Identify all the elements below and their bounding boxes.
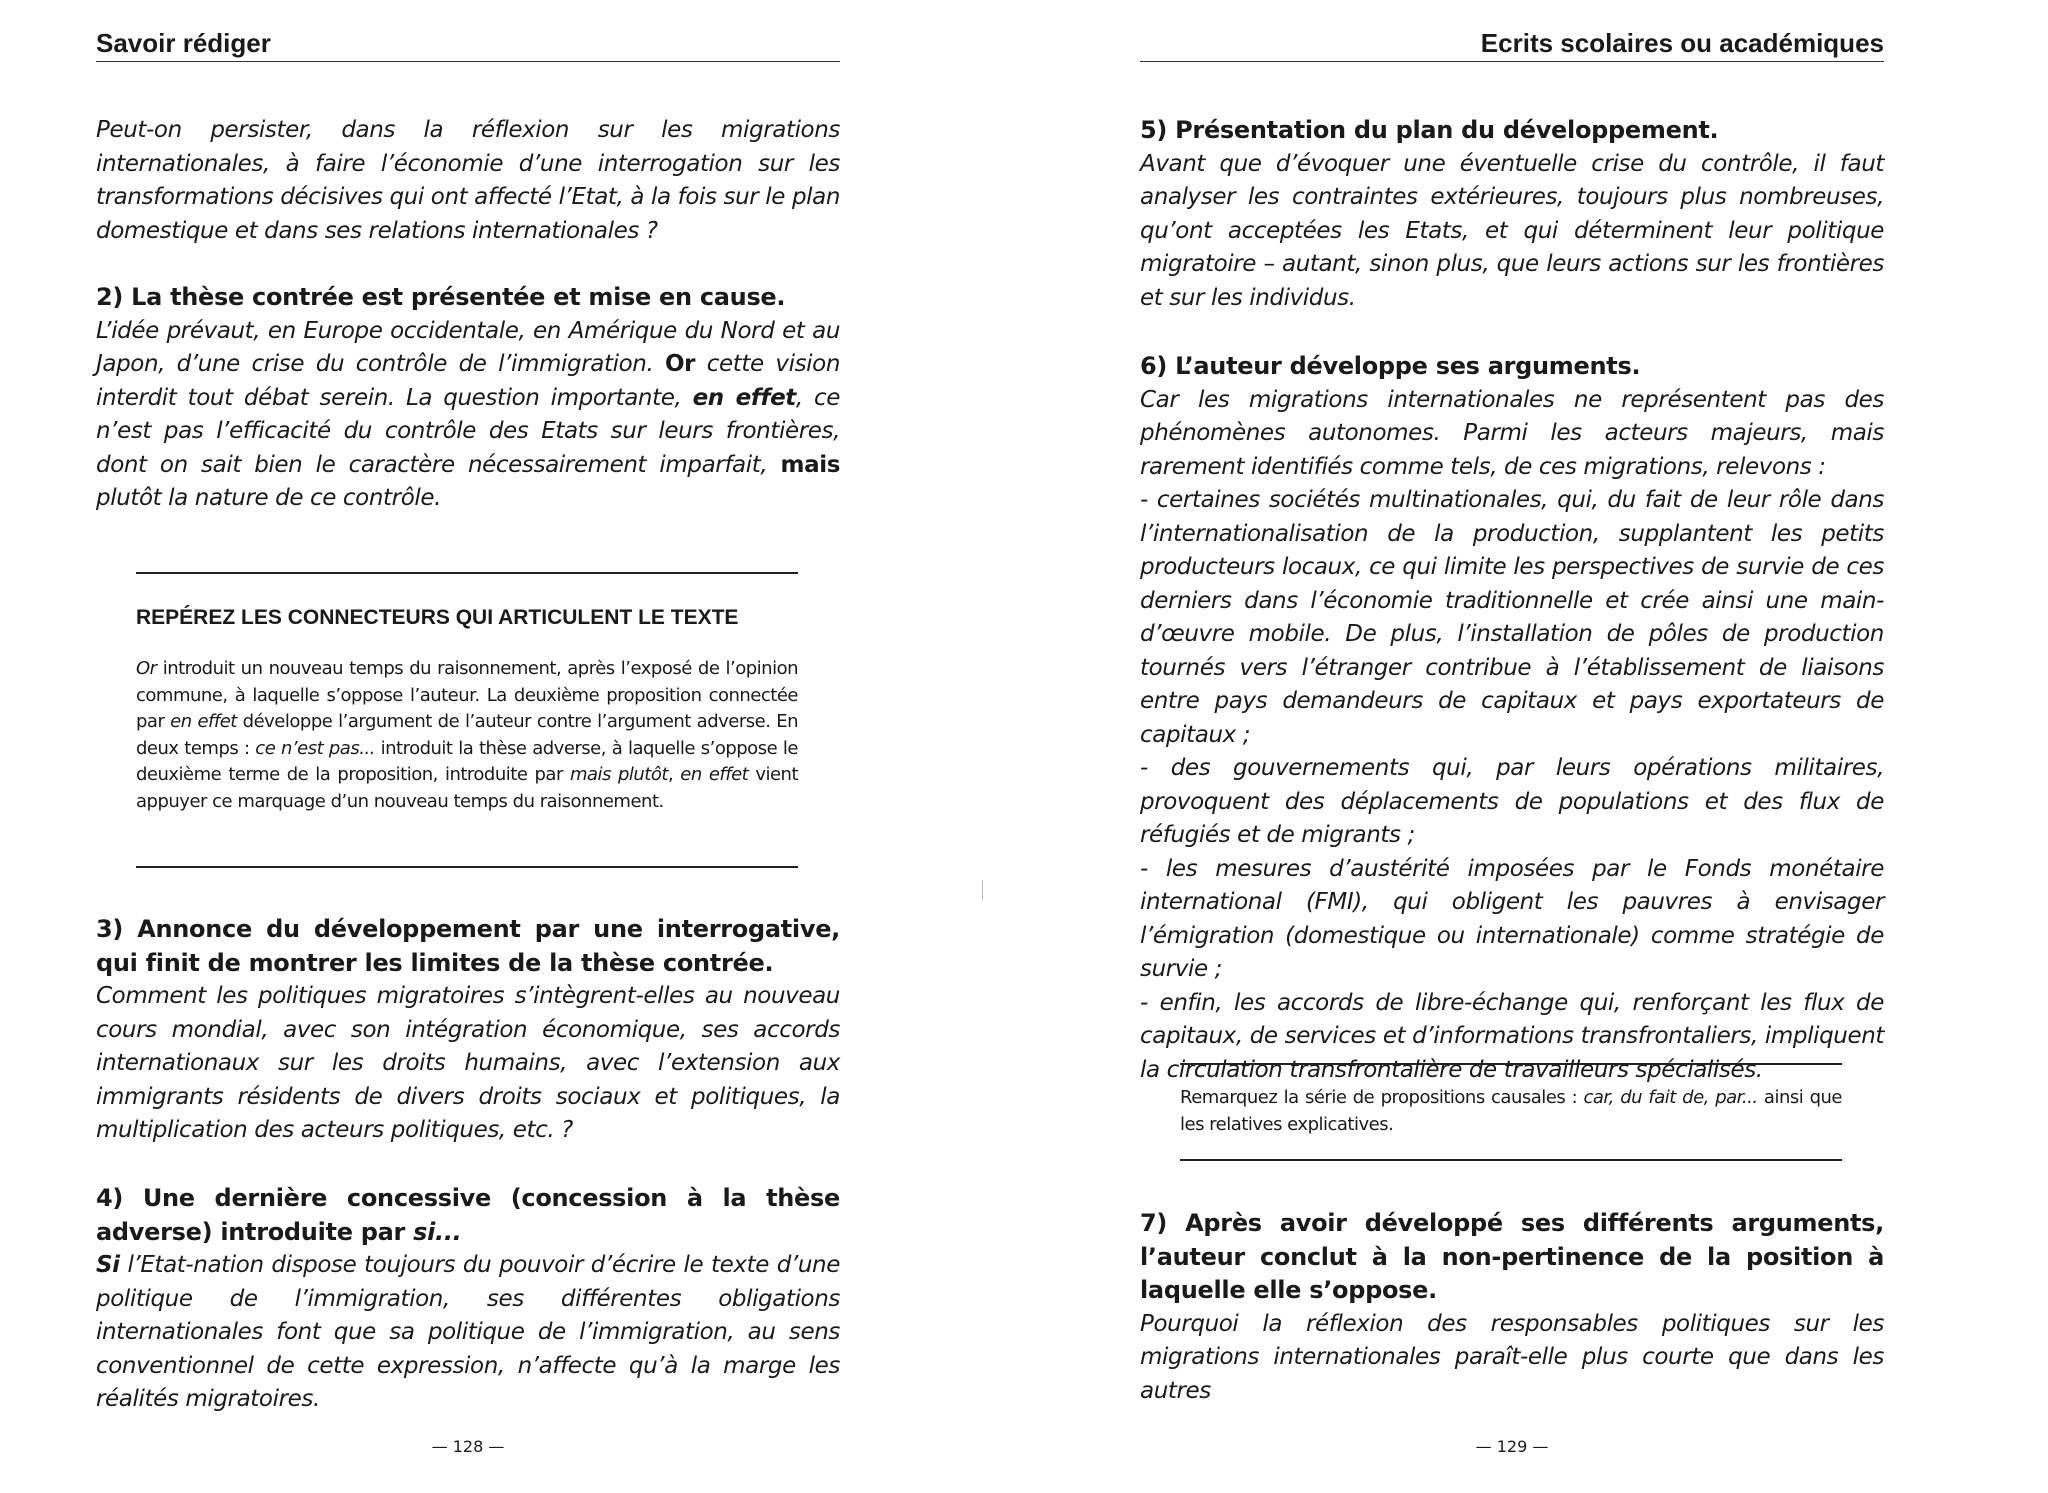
box-i-ce-nest-pas: ce n’est pas... xyxy=(255,737,375,759)
section-7-heading: 7) Après avoir développé ses différents arguments, l’auteur conclut à la non-pertinence de la position à laquelle elle s’oppose. xyxy=(1140,1209,1884,1304)
left-page xyxy=(96,0,840,1493)
causal-remark-text xyxy=(1180,1085,1842,1138)
section-7-text: Pourquoi la réflexion des responsables politiques sur les migrations internationales paraît-elle plus courte que dans les autres xyxy=(1140,1310,1884,1404)
connector-mais: mais xyxy=(780,451,840,478)
box-t4: , xyxy=(667,764,674,785)
running-head-right: Ecrits scolaires ou académiques xyxy=(1140,28,1884,62)
section-6-item-3: - les mesures d’austérité imposées par le Fonds monétaire international (FMI), qui obligent les pauvres à envisager l’émigration (domestique ou internationale) comme stratégie de survie ; xyxy=(1140,855,1884,982)
section-6-item-2: - des gouvernements qui, par leurs opérations militaires, provoquent des déplacements de populations et des flux de réfugiés et de migrants ; xyxy=(1140,755,1884,848)
remark-t1: Remarquez la série de propositions causales : xyxy=(1180,1087,1578,1108)
section-5-text: Avant que d’évoquer une éventuelle crise du contrôle, il faut analyser les contraintes extérieures, toujours plus nombreuses, qu’ont acceptées les Etats, et qui déterminent leur politique migratoire – autant, sinon plus, que leurs actions sur les frontières et sur les individus. xyxy=(1140,150,1884,311)
causal-remark-box xyxy=(1180,1063,1842,1161)
section-4 xyxy=(96,1182,840,1417)
box-i-en-effet-2: en effet xyxy=(680,764,749,785)
section-2 xyxy=(96,281,840,516)
section-2-text-a: L’idée prévaut, en Europe occidentale, en Amérique du Nord et au Japon, d’une crise du contrôle de l’immigration. xyxy=(96,317,840,377)
remark-t2: ainsi que les relatives explicatives. xyxy=(1180,1087,1842,1135)
section-5-heading: 5) Présentation du plan du développement. xyxy=(1140,116,1719,144)
intro-paragraph: Peut-on persister, dans la réflexion sur les migrations internationales, à faire l’économie d’une interrogation sur les transformations décisives qui ont affecté l’Etat, à la fois sur le plan domestique et dans ses relations internationales ? xyxy=(96,117,840,244)
connectors-box xyxy=(136,572,798,868)
section-6-heading: 6) L’auteur développe ses arguments. xyxy=(1140,352,1641,380)
box-t3: introduit la thèse adverse, à laquelle s’oppose le deuxième terme de la proposition, introduite par xyxy=(136,737,798,785)
box-i-en-effet: en effet xyxy=(170,711,237,732)
section-4-heading-text: 4) Une dernière concessive (concession à la thèse adverse) introduite par xyxy=(96,1184,840,1246)
connector-or: Or xyxy=(665,351,696,377)
section-4-heading-si: si... xyxy=(413,1217,462,1246)
section-4-text xyxy=(96,1249,840,1417)
section-3-heading: 3) Annonce du développement par une interrogative, qui finit de montrer les limites de la thèse contrée. xyxy=(96,915,840,977)
intro-paragraph-block xyxy=(96,114,840,248)
section-3-text: Comment les politiques migratoires s’intègrent-elles au nouveau cours mondial, avec son intégration économique, ses accords internationaux sur les droits humains, avec l’extension aux immigrants résidents de divers droits sociaux et politiques, la multiplication des acteurs politiques, etc. ? xyxy=(96,983,840,1143)
running-head-left: Savoir rédiger xyxy=(96,28,840,62)
box-t5: vient appuyer ce marquage d’un nouveau temps du raisonnement. xyxy=(136,764,799,812)
section-5 xyxy=(1140,114,1884,315)
page-number-right: — 129 — xyxy=(1475,1437,1549,1456)
remark-i-list: car, du fait de, par... xyxy=(1583,1087,1758,1108)
connector-si: Si xyxy=(96,1252,120,1278)
section-7 xyxy=(1140,1207,1884,1408)
connector-en-effet: en effet xyxy=(692,384,796,411)
section-2-text xyxy=(96,315,840,516)
section-2-text-d: plutôt la nature de ce contrôle. xyxy=(96,485,442,511)
section-3 xyxy=(96,913,840,1148)
section-6-item-4: - enfin, les accords de libre-échange qui, renforçant les flux de capitaux, de services et d’informations transfrontaliers, impliquent la circulation transfrontalière de travailleurs spécialisés. xyxy=(1140,989,1884,1083)
section-2-heading: 2) La thèse contrée est présentée et mise en cause. xyxy=(96,283,786,311)
connectors-box-text xyxy=(136,656,798,815)
connectors-box-title: REPÉREZ LES CONNECTEURS QUI ARTICULENT LE TEXTE xyxy=(136,606,739,629)
page-number-left: — 128 — xyxy=(431,1437,505,1456)
section-6 xyxy=(1140,350,1884,1087)
box-i-or: Or xyxy=(136,658,157,679)
right-page xyxy=(1140,0,1884,1493)
section-2-text-c: , ce n’est pas l’efficacité du contrôle des Etats sur leurs frontières, dont on sait bien le caractère nécessairement imparfait, xyxy=(96,384,840,478)
gutter-mark xyxy=(982,880,983,900)
box-t1: introduit un nouveau temps du raisonnement, après l’exposé de l’opinion commune, à laquelle s’oppose l’auteur. La deuxième proposition connectée par xyxy=(136,658,798,732)
box-t2: développe l’argument de l’auteur contre l’argument adverse. En deux temps : xyxy=(136,711,798,759)
section-4-heading xyxy=(96,1182,840,1249)
section-4-text-body: l’Etat-nation dispose toujours du pouvoir d’écrire le texte d’une politique de l’immigration, ses différentes obligations internationales font que sa politique de l’immigration, au sens conventionnel de cette expression, n’affecte qu’à la marge les réalités migratoires. xyxy=(96,1252,840,1412)
section-6-intro: Car les migrations internationales ne représentent pas des phénomènes autonomes. Parmi les acteurs majeurs, mais rarement identifiés comme tels, de ces migrations, relevons : xyxy=(1140,386,1884,480)
section-2-text-b: cette vision interdit tout débat serein. La question importante, xyxy=(96,351,840,411)
box-i-mais-plutot: mais plutôt xyxy=(569,764,668,785)
section-6-item-1: - certaines sociétés multinationales, qui, du fait de leur rôle dans l’internationalisation de la production, supplantent les petits producteurs locaux, ce qui limite les perspectives de survie de ces derniers dans l’économie traditionnelle et crée ainsi une main-d’œuvre mobile. De plus, l’installation de pôles de production tournés vers l’étranger contribue à l’établissement de liaisons entre pays demandeurs de capitaux et pays exportateurs de capitaux ; xyxy=(1140,487,1884,748)
